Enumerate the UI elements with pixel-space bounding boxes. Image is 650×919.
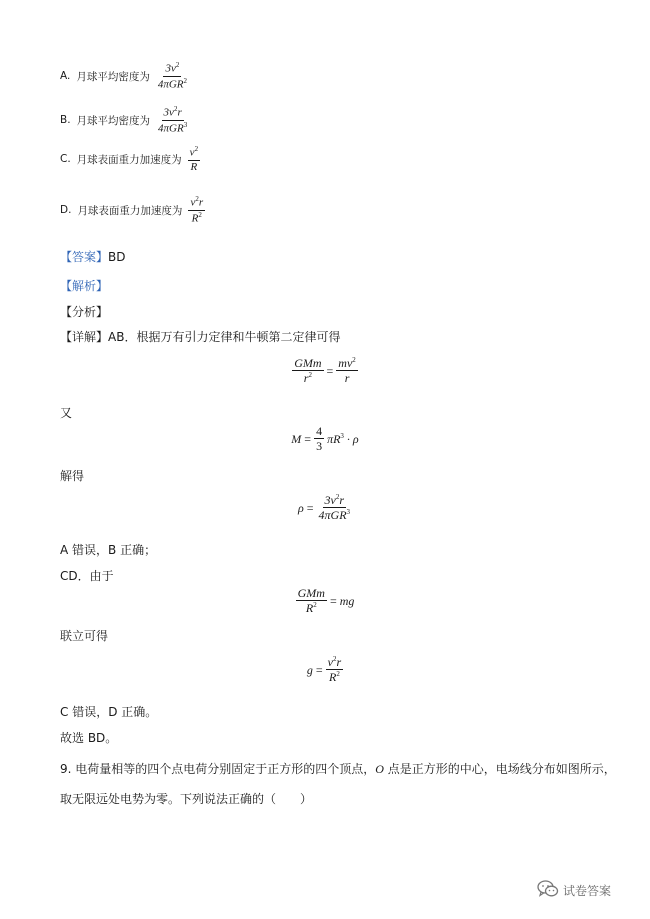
detail-label: 【详解】 [60,330,109,344]
answer-line [60,248,126,265]
option-c-letter: C. [60,153,71,166]
option-b-letter: B. [60,114,71,127]
option-b-text: 月球平均密度为 [76,114,151,127]
equation-5: g = $\frac{v^2r}{R^2}$ [306,655,342,684]
question-9-line1: 9. 电荷量相等的四个点电荷分别固定于正方形的四个顶点，O 点是正方形的中心，电场线分布如图所示， [60,762,616,776]
option-c-fraction: $\frac{v^2}{R}$ [189,145,199,173]
option-a-letter: A. [60,70,71,83]
lianli-text: 联立可得 [60,629,109,643]
watermark-text: 试卷答案 [563,884,612,898]
equation-3: ρ = $\frac{3v^2r}{4\pi GR^3}$ [297,493,351,522]
line-cd: CD．由于 [60,569,114,583]
line-gu: 故选 BD。 [60,731,118,745]
question-9-line2: 取无限远处电势为零。下列说法正确的（ ） [60,792,313,806]
wechat-icon [537,880,559,901]
watermark [537,880,611,901]
equation-4: $\frac{\text{GMm}}{R^2}$ = mg [297,586,355,615]
option-d-fraction: $\frac{v^2r}{R^2}$ [190,195,204,225]
option-d [60,196,205,224]
option-a [60,62,189,90]
option-b-fraction: $\frac{3v^2r}{4\pi GR^3}$ [158,105,188,135]
jiede-text: 解得 [60,469,85,483]
equation-1: $\frac{\text{GMm}}{r^2}$ = $\frac{mv^2}{r}$ [294,356,356,385]
detail-line [60,328,340,345]
you-text: 又 [60,406,73,420]
analysis-label: 【解析】 [60,279,109,293]
option-c-text: 月球表面重力加速度为 [76,153,182,166]
fenxi-label: 【分析】 [60,305,109,319]
option-a-fraction: $\frac{3v^2}{4\pi GR^2}$ [157,61,188,91]
option-d-letter: D. [60,204,72,217]
option-b [60,106,189,134]
line-c: C 错误，D 正确。 [60,705,158,719]
detail-text: AB．根据万有引力定律和牛顿第二定律可得 [108,330,341,344]
option-c [60,146,200,173]
line-ab: A 错误，B 正确； [60,543,157,557]
answer-value: BD [108,250,126,264]
equation-2: M = $\frac{4}{3}$ $\pi R^3$ · ρ [291,424,359,453]
option-a-text: 月球平均密度为 [76,70,150,83]
option-d-text: 月球表面重力加速度为 [77,204,183,217]
answer-label: 【答案】 [60,250,109,264]
